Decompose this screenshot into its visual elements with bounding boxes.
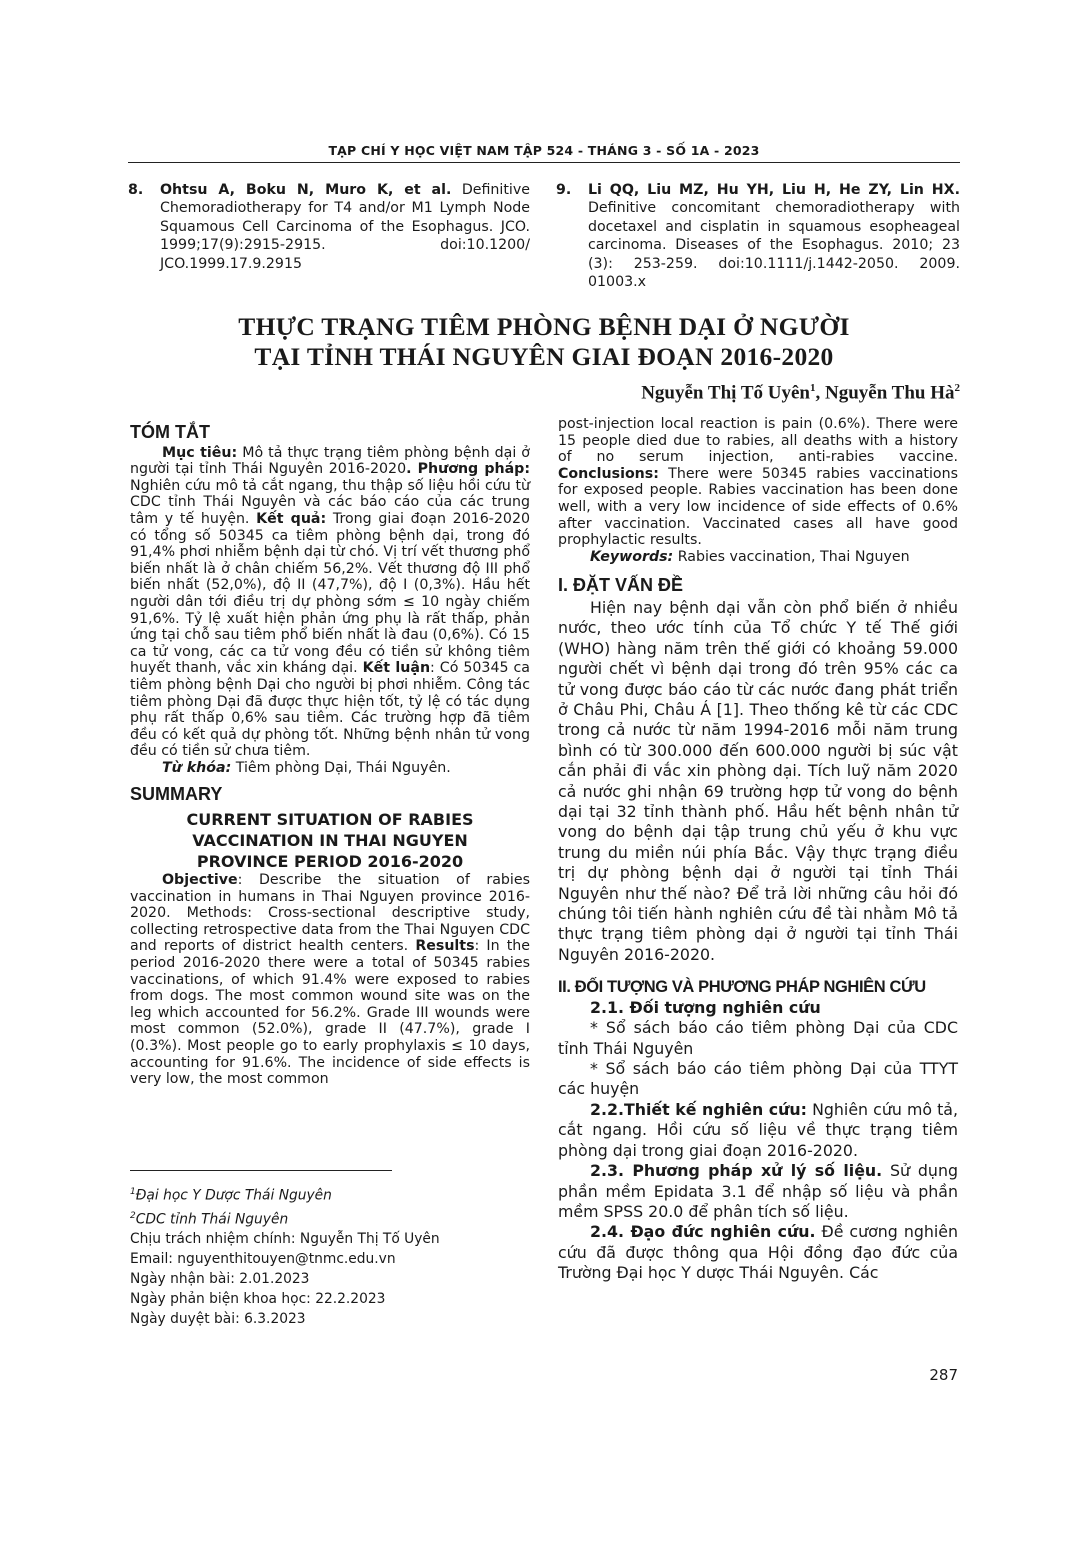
contact-email[interactable]: Email: nguyenthitouyen@tnmc.edu.vn (130, 1251, 396, 1268)
footnote-divider (130, 1170, 392, 1171)
page-number: 287 (929, 1366, 958, 1384)
text-keywords-vi: Tiêm phòng Dại, Thái Nguyên. (231, 759, 451, 776)
text-results-en: : In the period 2016-2020 there were a total of 50345 rabies vaccinations, of which 91.4% were exposed to rabies from dogs. The most common wound site was on the leg which accounted for 56.2%. Grade III wounds were most common (52.0%), grade II (47.7%), grade I (0.3%). Most people go to early prophylaxis ≤ 10 days, accounting for 91.6%. The incidence of side effects is very low, the most common (130, 938, 530, 1088)
affiliation-marker: 1 (809, 382, 816, 394)
label-conclusion-vi: Kết luận (362, 660, 431, 677)
reference-text: Definitive Chemoradiotherapy for T4 and/or M1 Lymph Node Squamous Cell Carcinoma of the Esophagus. JCO. 1999;17(9):2915-2915. doi:10.1200/ JCO.1999.17.9.2915 (160, 182, 530, 272)
summary-continued (558, 416, 958, 549)
abstract-vi-paragraph: Mục tiêu: Mô tả thực trạng tiêm phòng bệnh dại ở người tại tỉnh Thái Nguyên 2016-2020. Phương pháp: Nghiên cứu mô tả cắt ngang, thu thập số liệu hồi cứu từ CDC tỉnh Thái Nguyên và các báo cáo của các trung tâm y tế huyện. Kết quả: Trong giai đoạn 2016-2020 có tổng số 50345 ca tiêm phòng bệnh dại, trong đó 91,4% phơi nhiễm bệnh dại từ chó. Vị trí vết thương phổ biến nhất là ở chân chiếm 56,2%. Vết thương độ III phổ biến nhất (52,0%), độ II (47,7%), độ I (0,3%). Hầu hết người dân tới điều trị dự phòng sớm ≤ 10 ngày chiếm 91,6%. Tỷ lệ xuất hiện phản ứng phụ là rất thấp, phản ứng tại chỗ sau tiêm phổ biến nhất là đau (0,6%). Có 15 ca tử vong, các ca tử vong đều có tiền sử không tiêm huyết thanh, vắc xin kháng dại. Kết luận: Có 50345 ca tiêm phòng bệnh Dại cho người bị phơi nhiễm. Công tác tiêm phòng Dại đã được thực hiện tốt, tỷ lệ có tác dụng phụ rất thấp 0,6% sau tiêm. Các trường hợp đã tiêm đều có kết quả dự phòng tốt. Những bệnh nhân tử vong đều có tiền sử chưa tiêm. (130, 444, 531, 760)
summary-heading: SUMMARY (130, 784, 223, 805)
label-keywords-vi: Từ khóa: (162, 759, 232, 776)
affiliation-2-text: CDC tỉnh Thái Nguyên (135, 1211, 289, 1228)
text-objective-en: : Describe the situation of rabies vaccination in humans in Thai Nguyen province 2016-2020. Methods: Cross-sectional descriptive study, collecting retrospective data from the Thai Nguyen CDC and reports of district health centers. (130, 872, 530, 955)
subsection-2-1-item: * Sổ sách báo cáo tiêm phòng Dại của TTYT các huyện (558, 1059, 958, 1099)
reference-authors: Ohtsu A, Boku N, Muro K, et al. (160, 182, 452, 198)
text-keywords-en: Rabies vaccination, Thai Nguyen (673, 548, 910, 565)
text-results-en-cont: post-injection local reaction is pain (0.6%). There were 15 people died due to rabies, all deaths with a history of no serum injection, anti-rabies vaccine. (558, 416, 958, 466)
subsection-2-4 (558, 1222, 958, 1283)
reviewed-date: Ngày phản biện khoa học: 22.2.2023 (130, 1291, 386, 1308)
subsection-2-3-text: Sử dụng phần mềm Epidata 3.1 để nhập số liệu và phần mềm SPSS 20.0 để phân tích số liệu. (558, 1161, 958, 1221)
text-conclusions-en: There were 50345 rabies vaccinations for exposed people. Rabies vaccination has been done well, with a very low incidence of side effects of 0.6% after vaccination. Vaccinated cases all have good prophylactic results. (558, 465, 958, 549)
section-1-text: Hiện nay bệnh dại vẫn còn phổ biến ở nhiều nước, theo ước tính của Tổ chức Y tế Thế giới (WHO) hàng năm trên thế giới có khoảng 59.000 người chết vì bệnh dại trong đó trên 95% các ca tử vong được báo cáo từ các nước đang phát triển ở Châu Phi, Châu Á [1]. Theo thống kê từ các CDC trong cả nước từ năm 1994-2016 mỗi năm trung bình có từ 300.000 đến 600.000 người bị súc vật cắn phải đi vắc xin phòng dại. Tích luỹ năm 2020 cả nước ghi nhận 69 trường hợp tử vong do bệnh dại tại 32 tỉnh thành phố. Hầu hết bệnh nhân tử vong do bệnh dại tập trung chủ yếu ở khu vực trung du miền núi phía Bắc. Vậy thực trạng điều trị dự phòng bệnh dại ở người tại tỉnh Thái Nguyên như thế nào? Để trả lời những câu hỏi đó chúng tôi tiến hành nghiên cứu đề tài nhằm Mô tả thực trạng tiêm phòng dại ở người tại tỉnh Thái Nguyên 2016-2020. (558, 597, 958, 964)
reference-item (556, 181, 960, 291)
affiliation-2-marker: 2 (130, 1210, 136, 1221)
summary-title-line: VACCINATION IN THAI NGUYEN (192, 831, 468, 851)
label-objective-en: Objective (162, 872, 238, 889)
text-objective-vi: Mô tả thực trạng tiêm phòng bệnh dại ở người tại tỉnh Thái Nguyên 2016-2020 (130, 444, 530, 478)
label-keywords-en: Keywords: (590, 548, 674, 565)
affiliation-1 (130, 1182, 530, 1206)
subsection-2-1-heading: 2.1. Đối tượng nghiên cứu (590, 997, 821, 1017)
text-conclusion-vi: : Có 50345 ca tiêm phòng bệnh Dại cho người bị phơi nhiễm. Công tác tiêm phòng Dại đã được thực hiện tốt, tỷ lệ có tác dụng phụ rất thấp 0,6% sau tiêm. Các trường hợp đã tiêm đều có kết quả dự phòng tốt. Những bệnh nhân tử vong đều có tiền sử chưa tiêm. (130, 660, 530, 760)
reference-authors: Li QQ, Liu MZ, Hu YH, Liu H, He ZY, Lin HX. (588, 182, 960, 198)
reference-number: 8. (128, 182, 144, 198)
label-method-vi: Phương pháp: (417, 461, 530, 478)
label-result-vi: Kết quả: (256, 510, 327, 527)
subsection-2-4-text: Đề cương nghiên cứu đã được thông qua Hội đồng đạo đức của Trường Đại học Y dược Thái Nguyên. Các (558, 1222, 958, 1283)
received-date: Ngày nhận bài: 2.01.2023 (130, 1271, 310, 1288)
subsection-2-3 (558, 1161, 958, 1222)
subsection-2-2 (558, 1100, 958, 1161)
author-name: Nguyễn Thu Hà (824, 382, 955, 404)
reference-item (128, 181, 530, 273)
summary-title-line: PROVINCE PERIOD 2016-2020 (196, 852, 464, 872)
section-2-heading: II. ĐỐI TƯỢNG VÀ PHƯƠNG PHÁP NGHIÊN CỨU (558, 978, 926, 997)
summary-title (130, 809, 530, 872)
subsection-2-3-heading: 2.3. Phương pháp xử lý số liệu. (590, 1161, 883, 1181)
summary-title-line: CURRENT SITUATION OF RABIES (186, 810, 474, 830)
keywords-en (558, 549, 958, 566)
author-separator: , (815, 382, 825, 404)
summary-paragraph (130, 872, 530, 1088)
reference-text: Definitive concomitant chemoradiotherapy with docetaxel and cisplatin in squamous esopheageal carcinoma. Diseases of the Esophagus. 2010; 23 (3): 253-259. doi:10.1111/j.1442-2050. 2009. 01003.x (588, 200, 960, 291)
accepted-date: Ngày duyệt bài: 6.3.2023 (130, 1311, 306, 1328)
affiliation-2 (130, 1206, 530, 1230)
article-title (128, 312, 960, 372)
running-header: TẠP CHÍ Y HỌC VIỆT NAM TẬP 524 - THÁNG 3 - SỐ 1A - 2023 (328, 143, 760, 158)
right-column (558, 416, 958, 1284)
subsection-2-1-item: * Sổ sách báo cáo tiêm phòng Dại của CDC tỉnh Thái Nguyên (558, 1018, 958, 1058)
abstract-heading: TÓM TẮT (130, 422, 210, 442)
reference-list (128, 181, 960, 291)
text-result-vi: Trong giai đoạn 2016-2020 có tổng số 50345 ca tiêm phòng bệnh dại, trong đó 91,4% phơi nhiễm bệnh dại từ chó. Vị trí vết thương phổ biến nhất là ở chân chiếm 56,2%. Vết thương độ III phổ biến nhất (52,0%), độ II (47,7%), độ I (0,3%). Hầu hết người dân tới điều trị dự phòng sớm ≤ 10 ngày chiếm 91,6%. Tỷ lệ xuất hiện phản ứng phụ là rất thấp, phản ứng tại chỗ sau tiêm phổ biến nhất là đau (0,6%). Có 15 ca tử vong, các ca tử vong đều có tiền sử không tiêm huyết thanh, vắc xin kháng dại. (130, 510, 531, 677)
title-line: THỰC TRẠNG TIÊM PHÒNG BỆNH DẠI Ở NGƯỜI (238, 312, 850, 341)
label-objective-vi: Mục tiêu: (162, 444, 238, 461)
subsection-2-4-heading: 2.4. Đạo đức nghiên cứu. (590, 1222, 816, 1242)
author-list (641, 382, 960, 404)
text-method-vi: Nghiên cứu mô tả cắt ngang, thu thập số liệu hồi cứu từ CDC tỉnh Thái Nguyên và các báo cáo của các trung tâm y tế huyện. (130, 477, 530, 527)
responsible-author: Chịu trách nhiệm chính: Nguyễn Thị Tố Uyên (130, 1231, 440, 1248)
label-conclusions-en: Conclusions: (558, 465, 659, 482)
title-line: TẠI TỈNH THÁI NGUYÊN GIAI ĐOẠN 2016-2020 (254, 342, 834, 371)
affiliation-1-text: Đại học Y Dược Thái Nguyên (135, 1187, 332, 1204)
label-results-en: Results (415, 938, 475, 955)
subsection-2-2-heading: 2.2.Thiết kế nghiên cứu: (590, 1099, 807, 1119)
affiliation-marker: 2 (954, 382, 960, 394)
subsection-2-2-text: Nghiên cứu mô tả, cắt ngang. Hồi cứu số liệu về thực trạng tiêm phòng dại trong giai đoạn 2016-2020. (558, 1099, 958, 1160)
left-column (130, 424, 530, 1088)
author-name: Nguyễn Thị Tố Uyên (641, 382, 810, 404)
affiliation-1-marker: 1 (130, 1187, 136, 1197)
keywords-vi (130, 760, 530, 777)
header-divider (128, 162, 960, 163)
reference-number: 9. (556, 182, 572, 198)
section-1-heading: I. ĐẶT VẤN ĐỀ (558, 575, 684, 596)
footnotes (130, 1182, 530, 1329)
